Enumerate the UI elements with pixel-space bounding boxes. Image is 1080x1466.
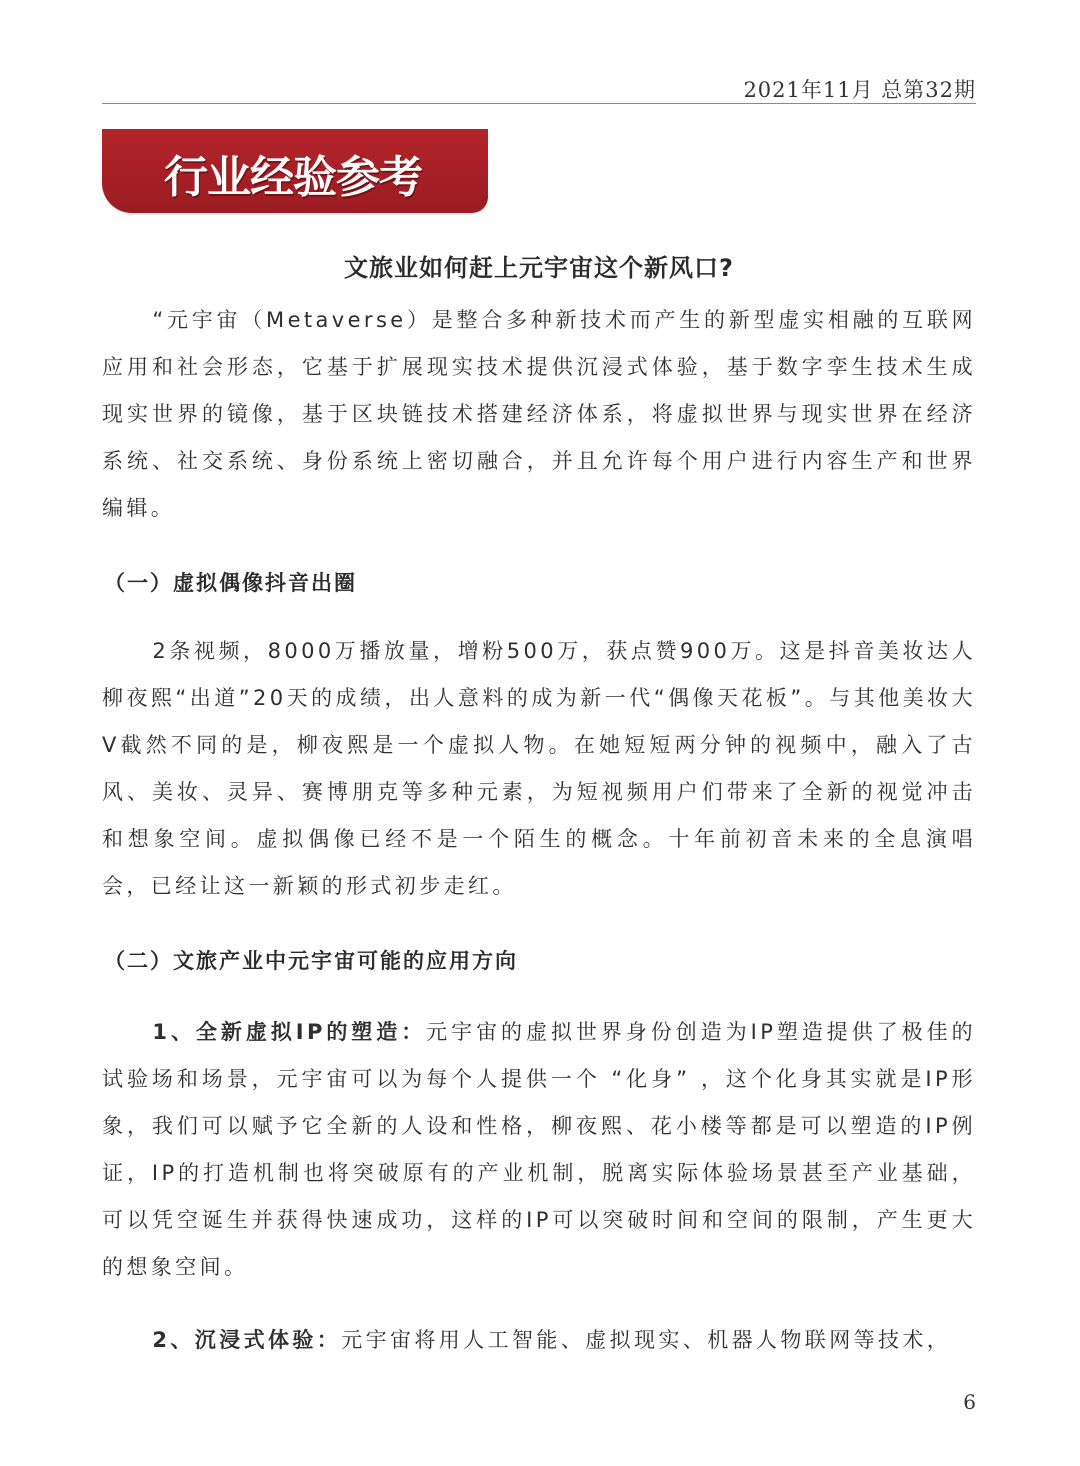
article-title: 文旅业如何赶上元宇宙这个新风口? bbox=[344, 254, 734, 282]
item-immersive bbox=[102, 1317, 976, 1364]
issue-date: 2021年11月 总第32期 bbox=[743, 78, 976, 102]
section-heading-2: （二）文旅产业中元宇宙可能的应用方向 bbox=[104, 949, 518, 973]
section-heading-1: （一）虚拟偶像抖音出圈 bbox=[104, 571, 357, 595]
intro-paragraph: “元宇宙（Metaverse）是整合多种新技术而产生的新型虚实相融的互联网应用和社会形态，它基于扩展现实技术提供沉浸式体验，基于数字孪生技术生成现实世界的镜像，基于区块链技术搭建经济体系，将虚拟世界与现实世界在经济系统、社交系统、身份系统上密切融合，并且允许每个用户进行内容生产和世界编辑。 bbox=[102, 308, 976, 520]
section-banner bbox=[102, 129, 488, 213]
item-immersive-lead: 2、沉浸式体验： bbox=[152, 1328, 342, 1352]
page-number: 6 bbox=[963, 1390, 976, 1414]
item-immersive-text: 元宇宙将用人工智能、虚拟现实、机器人物联网等技术， bbox=[341, 1328, 952, 1352]
item-virtual-ip-lead: 1、全新虚拟IP的塑造： bbox=[152, 1020, 427, 1044]
section-label: 行业经验参考 bbox=[164, 152, 422, 203]
item-virtual-ip bbox=[102, 1009, 976, 1291]
header-divider bbox=[102, 103, 976, 104]
paragraph-virtual-idol: 2条视频，8000万播放量，增粉500万，获点赞900万。这是抖音美妆达人柳夜熙“出道”20天的成绩，出人意料的成为新一代“偶像天花板”。与其他美妆大V截然不同的是，柳夜熙是一个虚拟人物。在她短短两分钟的视频中，融入了古风、美妆、灵异、赛博朋克等多种元素，为短视频用户们带来了全新的视觉冲击和想象空间。虚拟偶像已经不是一个陌生的概念。十年前初音未来的全息演唱会，已经让这一新颖的形式初步走红。 bbox=[102, 639, 976, 898]
item-virtual-ip-text: 元宇宙的虚拟世界身份创造为IP塑造提供了极佳的试验场和场景，元宇宙可以为每个人提供一个 “化身” ，这个化身其实就是IP形象，我们可以赋予它全新的人设和性格，柳夜熙、花小楼等都是可以塑造的IP例证，IP的打造机制也将突破原有的产业机制，脱离实际体验场景甚至产业基础，可以凭空诞生并获得快速成功，这样的IP可以突破时间和空间的限制，产生更大的想象空间。 bbox=[102, 1020, 976, 1279]
